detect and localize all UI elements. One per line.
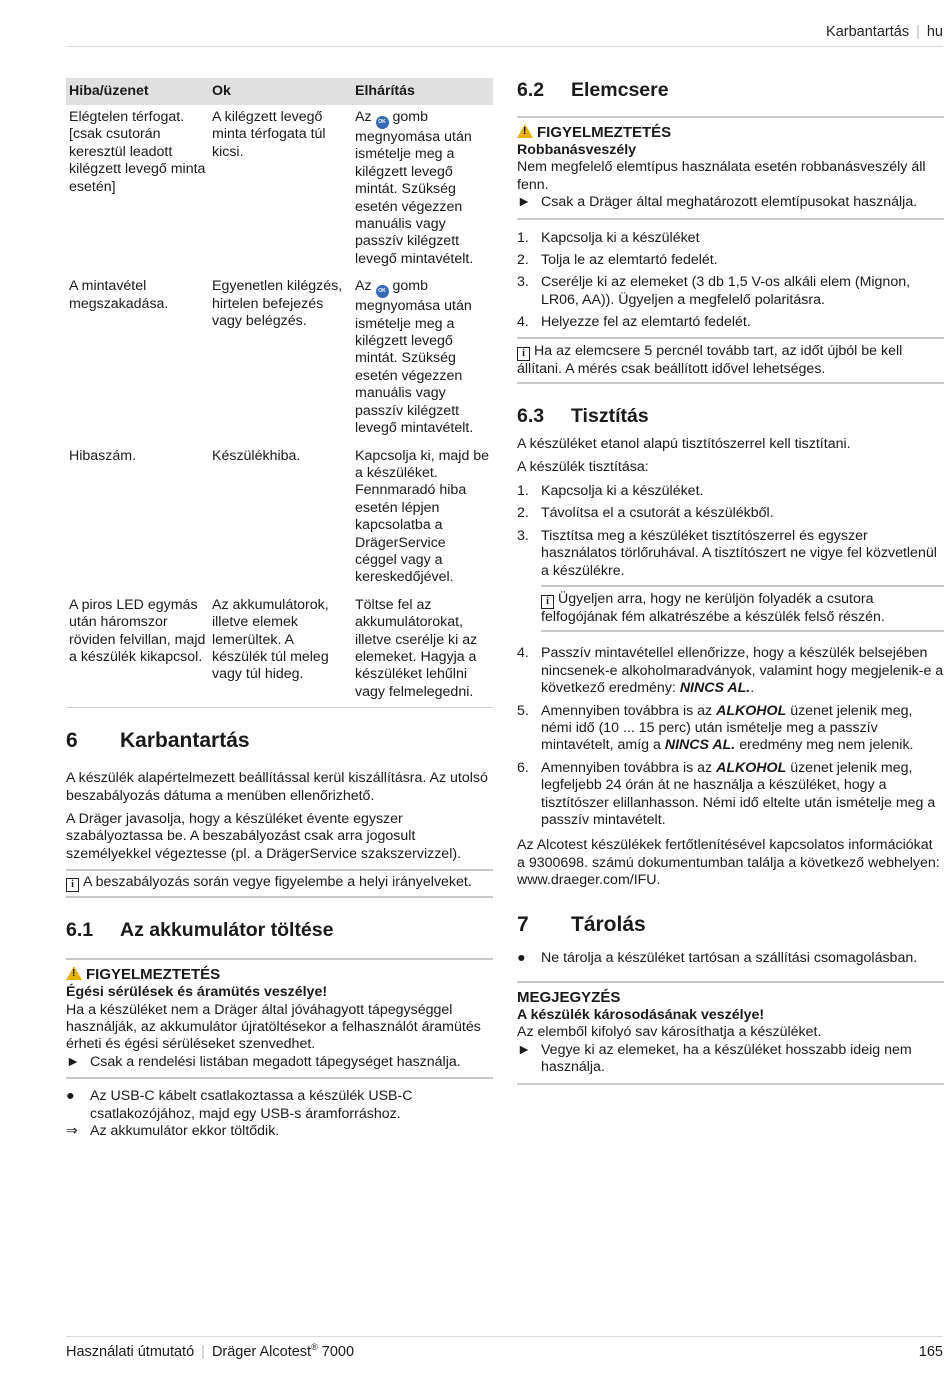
section-6-2-heading <box>517 78 944 102</box>
footer-product: Dräger Alcotest <box>211 1344 312 1360</box>
list-item <box>517 950 944 967</box>
notice-action <box>517 1042 944 1077</box>
list-number: 1. <box>517 229 529 246</box>
list-number: 2. <box>517 505 529 522</box>
section-title: Karbantartás <box>120 729 250 753</box>
table-cell: Elégtelen térfogat. [csak csutorán keresztül leadott kilégzett levegő minta esetén] <box>69 109 206 195</box>
warning-action <box>66 1054 493 1071</box>
list-number: 1. <box>517 482 529 499</box>
list-text: . <box>750 680 755 697</box>
list-number: 6. <box>517 759 529 776</box>
action-text: Csak a rendelési listában megadott tápegységet használja. <box>90 1053 461 1070</box>
arrow-right-icon: ► <box>517 1041 532 1058</box>
list-text: Amennyiben továbbra is az <box>541 759 713 776</box>
list-item <box>517 760 944 830</box>
list-number: 3. <box>517 527 529 544</box>
table-row <box>66 593 493 708</box>
list-text: üzenet jelenik meg, némi idő (10 ... 15 perc) után ismételje meg a passzív mintavételt, amíg a <box>541 702 913 754</box>
right-column <box>517 78 944 1085</box>
section-7-heading <box>517 912 944 938</box>
notice-text: Az elemből kifolyó sav károsíthatja a készüléket. <box>517 1024 822 1041</box>
list-number: 4. <box>517 645 529 662</box>
section-title: Tárolás <box>571 912 646 936</box>
warning-triangle-icon <box>66 966 82 980</box>
warning-subtitle: Égési sérülések és áramütés veszélye! <box>66 984 328 1001</box>
section-6-heading <box>66 728 493 754</box>
section-title: Elemcsere <box>571 79 669 101</box>
list-text: Távolítsa el a csutorát a készülékből. <box>541 505 774 522</box>
table-cell: Kapcsolja ki, majd be a készüléket. Fennmaradó hiba esetén lépjen kapcsolatba a DrägerService céggel vagy a kereskedőjével. <box>355 447 490 586</box>
table-header-cell: Ok <box>209 78 352 105</box>
display-message: ALKOHOL <box>716 759 787 776</box>
list-number: 5. <box>517 702 529 719</box>
table-cell: Készülékhiba. <box>212 447 301 464</box>
result-item <box>66 1123 493 1140</box>
warning-triangle-icon <box>517 124 533 138</box>
note-text: A beszabályozás során vegye figyelembe a helyi irányelveket. <box>83 874 472 891</box>
display-message: NINCS AL. <box>679 680 751 697</box>
info-icon: i <box>66 878 79 892</box>
fix-pre: Az <box>355 109 372 125</box>
warning-action <box>517 194 944 211</box>
paragraph: A Dräger javasolja, hogy a készüléket évente egyszer szabályoztassa be. A beszabályozást csak arra jogosult személyekkel végeztesse (pl. a DrägerService szakszervizzel). <box>66 811 462 862</box>
paragraph: A készüléket etanol alapú tisztítószerrel kell tisztítani. <box>517 436 851 453</box>
footer-rule <box>66 1336 943 1337</box>
list-text: Ne tárolja a készüléket tartósan a szállítási csomagolásban. <box>541 949 918 966</box>
table-header-row <box>66 78 493 105</box>
table-row <box>66 105 493 274</box>
warning-box <box>517 116 944 220</box>
troubleshooting-table <box>66 78 493 708</box>
list-text: Amennyiben továbbra is az <box>541 702 713 719</box>
header-separator: | <box>916 24 920 40</box>
info-icon: i <box>541 595 554 609</box>
display-message: ALKOHOL <box>716 702 787 719</box>
list-item <box>66 1088 493 1123</box>
table-cell: A mintavétel megszakadása. <box>69 278 169 312</box>
list-item <box>517 703 944 755</box>
table-cell: A kilégzett levegő minta térfogata túl kicsi. <box>212 109 326 160</box>
notice-title: MEGJEGYZÉS <box>517 989 621 1006</box>
list-item <box>517 483 944 500</box>
info-note <box>541 585 944 632</box>
warning-label: FIGYELMEZTETÉS <box>537 124 672 141</box>
registered-mark: ® <box>311 1342 318 1353</box>
list-number: 2. <box>517 252 529 269</box>
list-text: Tolja le az elemtartó fedelét. <box>541 252 718 269</box>
table-row <box>66 444 493 593</box>
list-item <box>517 528 944 580</box>
warning-text: Nem megfelelő elemtípus használata esetén robbanásveszély áll fenn. <box>517 159 926 193</box>
note-text: Ha az elemcsere 5 percnél tovább tart, az időt újból be kell állítani. A mérés csak beállított idővel lehetséges. <box>517 342 903 377</box>
fix-post: gomb megnyomása után ismételje meg a kilégzett levegő mintát. Szükség esetén végezzen manuális vagy passzív kilégzett levegő mintavételt. <box>355 278 474 437</box>
left-column <box>66 78 493 1140</box>
list-number: 3. <box>517 274 529 291</box>
warning-box <box>66 958 493 1079</box>
result-arrow-icon: ⇒ <box>66 1123 78 1140</box>
list-text: eredmény meg nem jelenik. <box>739 737 914 754</box>
warning-title <box>66 966 493 984</box>
section-number: 6.1 <box>66 919 94 942</box>
display-message: NINCS AL. <box>664 737 736 754</box>
list-text: Kapcsolja ki a készüléket. <box>541 482 704 499</box>
footer-doc: Használati útmutató <box>66 1344 195 1360</box>
notice-subtitle: A készülék károsodásának veszélye! <box>517 1007 765 1023</box>
info-icon: i <box>517 347 530 361</box>
section-number: 6.2 <box>517 79 545 101</box>
list-text: Passzív mintavétellel ellenőrizze, hogy a készülék belsejében nincsenek-e alkoholmaradványok, valamint hogy megjelenik-e a következő eredmény: <box>541 645 944 697</box>
ok-button-icon: OK <box>376 116 389 129</box>
arrow-right-icon: ► <box>517 194 532 211</box>
note-text: Ügyeljen arra, hogy ne kerüljön folyadék a csutora felfogójának fém alkatrészébe a készülék felső részén. <box>541 590 885 625</box>
footer-model: 7000 <box>321 1344 355 1360</box>
warning-label: FIGYELMEZTETÉS <box>86 966 221 984</box>
section-number: 6.3 <box>517 405 545 428</box>
paragraph: A készülék tisztítása: <box>517 459 649 476</box>
ok-button-icon: OK <box>376 285 389 298</box>
table-cell <box>352 105 493 274</box>
list-text: Helyezze fel az elemtartó fedelét. <box>541 314 751 331</box>
section-6-3-heading <box>517 404 944 428</box>
table-cell: Hibaszám. <box>69 447 137 464</box>
list-item <box>517 230 944 247</box>
paragraph: Az Alcotest készülékek fertőtlenítésével kapcsolatos információkat a 9300698. számú dokumentumban találja a következő webhelyen: www.draeger.com/IFU. <box>517 837 940 889</box>
bullet-icon: ● <box>66 1088 75 1105</box>
header-rule <box>66 46 943 47</box>
action-text: Csak a Dräger által meghatározott elemtípusokat használja. <box>541 194 918 211</box>
table-header-cell: Elhárítás <box>352 78 493 105</box>
header-section: Karbantartás <box>826 24 910 40</box>
list-item <box>517 274 944 309</box>
list-text: Az USB-C kábelt csatlakoztassa a készülék USB-C csatlakozójához, majd egy USB-s áramforráshoz. <box>90 1088 413 1122</box>
warning-text: Ha a készüléket nem a Dräger által jóváhagyott tápegységgel használják, az akkumulátor újratöltésekor a felhasználót áramütés érheti és égési sérüléseket szenvedhet. <box>66 1001 481 1053</box>
table-row <box>66 274 493 443</box>
info-note <box>66 869 493 898</box>
table-cell: Egyenetlen kilégzés, hirtelen befejezés vagy belégzés. <box>212 278 343 330</box>
list-item <box>517 314 944 331</box>
bullet-icon: ● <box>517 949 526 966</box>
list-text: Cserélje ki az elemeket (3 db 1,5 V-os alkáli elem (Mignon, LR06, AA)). Ügyeljen a megfelelő polaritásra. <box>541 274 911 308</box>
page-header <box>826 24 943 41</box>
fix-pre: Az <box>355 278 372 295</box>
action-text: Vegye ki az elemeket, ha a készüléket hosszabb ideig nem használja. <box>541 1041 912 1076</box>
page-number: 165 <box>918 1344 943 1360</box>
warning-subtitle: Robbanásveszély <box>517 142 637 158</box>
footer-separator: | <box>201 1344 205 1360</box>
paragraph: A készülék alapértelmezett beállítással kerül kiszállításra. Az utolsó beszabályozás dátuma a menüben ellenőrizhető. <box>66 770 488 804</box>
list-text: Kapcsolja ki a készüléket <box>541 229 700 246</box>
list-item <box>517 505 944 522</box>
section-number: 7 <box>517 912 529 936</box>
table-cell: Az akkumulátorok, illetve elemek lemerültek. A készülék túl meleg vagy túl hideg. <box>209 593 352 708</box>
list-number: 4. <box>517 314 529 331</box>
list-item <box>517 252 944 269</box>
section-title: Az akkumulátor töltése <box>120 919 334 942</box>
table-cell: A piros LED egymás után háromszor röviden felvillan, majd a készülék kikapcsol. <box>66 593 209 708</box>
table-cell <box>352 274 493 443</box>
list-text: Tisztítsa meg a készüléket tisztítószerrel és egyszer használatos törlőruhával. A tisztítószert ne vigye fel közvetlenül a készülékre. <box>541 527 937 579</box>
result-text: Az akkumulátor ekkor töltődik. <box>90 1123 280 1140</box>
table-header-cell: Hiba/üzenet <box>66 78 209 105</box>
section-number: 6 <box>66 729 78 753</box>
header-lang: hu <box>926 24 943 40</box>
arrow-right-icon: ► <box>66 1053 81 1070</box>
section-6-1-heading <box>66 918 493 942</box>
notice-box <box>517 981 944 1085</box>
table-cell: Töltse fel az akkumulátorokat, illetve cserélje ki az elemeket. Hagyja a készüléket lehűlni vagy felmelegedni. <box>352 593 493 708</box>
fix-post: gomb megnyomása után ismételje meg a kilégzett levegő mintát. Szükség esetén végezzen manuális vagy passzív kilégzett levegő mintavételt. <box>355 109 474 267</box>
page-footer <box>66 1344 354 1361</box>
list-item <box>517 645 944 697</box>
warning-title <box>517 124 944 142</box>
list-text: üzenet jelenik meg, legfeljebb 24 órán át ne használja a készüléket, hogy a tisztítószer elillanhasson. Némi idő eltelte után ismételje meg a passzív mintavételt. <box>541 759 936 828</box>
info-note <box>517 337 944 384</box>
section-title: Tisztítás <box>571 405 649 428</box>
